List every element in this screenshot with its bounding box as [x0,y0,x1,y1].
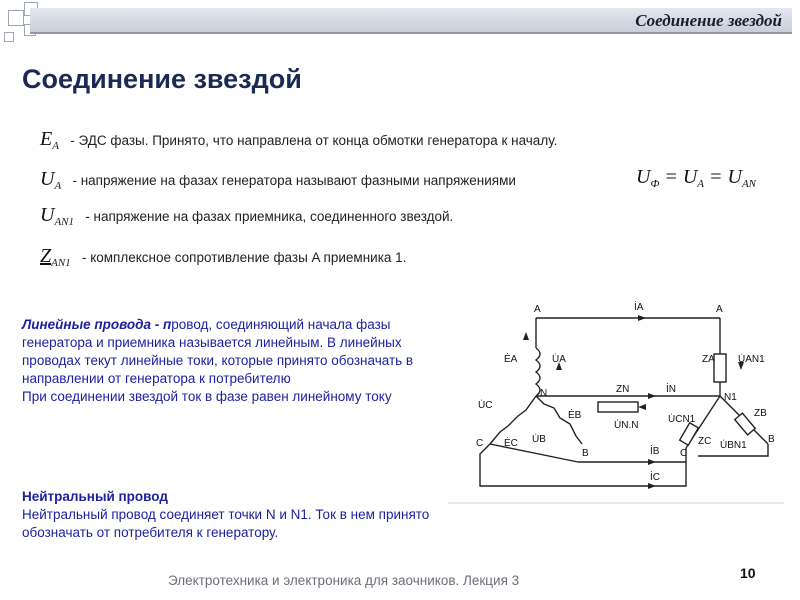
label-ua: U̇A [552,354,566,365]
neutral-wire-block [22,488,462,542]
formula-subscript: AN1 [51,257,71,269]
label-unn1: U̇N.N [614,420,639,431]
header-bar [30,8,792,34]
formula-sub: AN [741,178,757,190]
formula-subscript: AN1 [54,216,75,228]
formula-line-zan1 [40,245,406,268]
zn-resistor [598,402,638,412]
formula-text: - ЭДС фазы. Принято, что направлена от конца обмотки генератора к началу. [70,133,558,148]
label-ic: İC [650,472,660,483]
label-ea: ĖA [504,354,518,365]
label-n: N [540,388,548,399]
formula-text: - напряжение на фазах приемника, соединенного звездой. [85,209,454,224]
formula-subscript: A [52,140,59,152]
label-uc: U̇C [478,400,493,411]
label-ucn1: U̇CN1 [668,414,696,425]
label-c-left: C [476,438,484,449]
formula-sub: A [697,178,704,190]
label-ub: U̇B [532,434,546,445]
formula-symbol: Z [40,245,52,267]
header-title: Соединение звездой [635,11,782,30]
label-a-right: A [716,304,723,315]
label-zc: ZC [698,436,712,447]
formula-line-ea [40,128,557,151]
phase-formula: $U_Ф = U_A = U_{AN}$ [636,166,757,190]
neutral-wire-heading: Нейтральный провод [22,489,168,504]
formula-symbol: U [40,168,55,190]
formula-sub: Ф [650,178,660,190]
label-c-right: C [680,448,688,459]
slide-title: Соединение звездой [22,64,302,94]
formula-text: - напряжение на фазах генератора называют фазными напряжениями [72,173,516,188]
formula-u: U [727,166,742,188]
label-ib: İB [650,446,660,457]
label-a-left: A [534,304,541,315]
formula-subscript: A [54,180,62,192]
label-zb: ZB [754,408,767,419]
label-b-left: B [582,448,589,459]
label-uan1: U̇AN1 [738,354,765,365]
linear-wires-note: При соединении звездой ток в фазе равен линейному току [22,389,392,404]
label-ubn1: U̇BN1 [720,440,747,451]
formula-u: U [682,166,698,188]
linear-wires-body: ровод, соединяющий начала фазы генератора и приемника называется линейным. В линейных проводах текут линейные токи, которые принято обозначать в направлении от генератора к потребителю [22,317,414,386]
label-eb: ĖB [568,410,582,421]
label-ia: İA [634,302,644,313]
label-ec: ĖC [504,438,518,449]
za-resistor [714,354,726,382]
page-number: 10 [740,565,756,581]
neutral-wire-body: Нейтральный провод соединяет точки N и N1. Ток в нем принято обозначать от потребителя к генератору. [22,507,430,540]
linear-wires-heading: Линейные провода - п [22,317,172,332]
label-in: İN [666,384,676,395]
star-circuit-diagram [448,296,784,504]
formula-text: - комплексное сопротивление фазы A приемника 1. [81,250,407,265]
label-b-right: B [768,434,775,445]
label-za: ZA [702,354,715,365]
formula-symbol: E [40,128,53,150]
label-zn: ZN [616,384,630,395]
formula-symbol: U [40,204,55,226]
formula-line-uan1 [40,204,453,227]
linear-wires-block [22,316,462,406]
formula-u: U [636,166,651,188]
formula-line-ua [40,168,516,191]
footer-text: Электротехника и электроника для заочников. Лекция 3 [168,573,520,588]
label-n1: N1 [724,392,737,403]
